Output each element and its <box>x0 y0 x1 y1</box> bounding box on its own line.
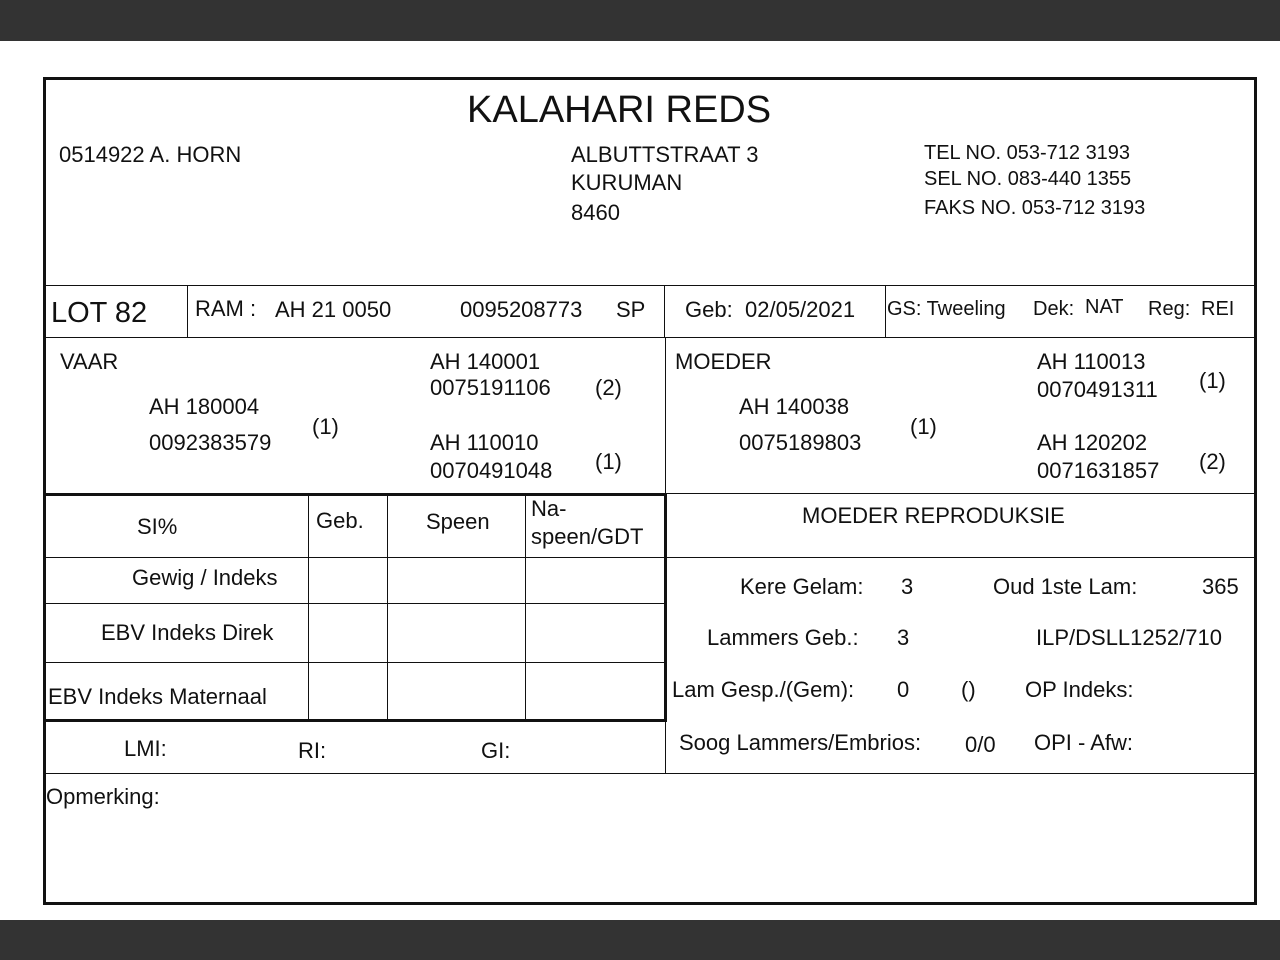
kere-label: Kere Gelam: <box>740 574 864 599</box>
soog-value: 0/0 <box>965 732 996 757</box>
rule-row-2 <box>43 662 667 663</box>
vrule-col-speen <box>387 493 388 719</box>
ram-id: AH 21 0050 <box>275 297 392 322</box>
vrule-lot <box>187 285 188 337</box>
sel-number: SEL NO. 083-440 1355 <box>924 168 1132 190</box>
oud-label: Oud 1ste Lam: <box>993 574 1138 599</box>
vaar-number: 0092383579 <box>149 430 272 455</box>
lammers-label: Lammers Geb.: <box>707 625 859 650</box>
lmi-label: LMI: <box>124 736 167 761</box>
top-dark-band <box>0 0 1280 41</box>
vrule-col-geb <box>308 493 309 719</box>
address-code: 8460 <box>571 200 620 225</box>
lammers-value: 3 <box>897 625 910 650</box>
moeder-count: (1) <box>910 414 937 439</box>
dek-label: Dek: <box>1033 298 1075 320</box>
moeder-sire-count: (1) <box>1199 368 1226 393</box>
rule-lot-row <box>43 337 1257 338</box>
rule-header <box>43 285 1257 286</box>
header-naspeen-2: speen/GDT <box>531 524 644 549</box>
vrule-col-naspeen <box>525 493 526 719</box>
gem-value: () <box>961 677 976 702</box>
moeder-dam-count: (2) <box>1199 449 1226 474</box>
moeder-dam-id: AH 120202 <box>1037 430 1148 455</box>
moeder-sire-number: 0070491311 <box>1037 377 1158 402</box>
ram-number: 0095208773 <box>460 297 583 322</box>
remarks-label: Opmerking: <box>46 784 160 809</box>
header-si: SI% <box>137 514 178 539</box>
breed-title: KALAHARI REDS <box>467 89 772 131</box>
sale-lot-card <box>43 77 1257 905</box>
faks-number: FAKS NO. 053-712 3193 <box>924 197 1146 219</box>
vaar-dam-id: AH 110010 <box>430 430 539 455</box>
header-naspeen-1: Na- <box>531 496 567 521</box>
kere-value: 3 <box>901 574 914 599</box>
ri-label: RI: <box>298 738 327 763</box>
vrule-ram <box>664 285 665 337</box>
birth-date: 02/05/2021 <box>745 297 856 322</box>
vaar-sire-number: 0075191106 <box>430 375 551 400</box>
row-label-ebv-maternaal: EBV Indeks Maternaal <box>48 684 267 709</box>
row-label-ebv-direk: EBV Indeks Direk <box>101 620 274 645</box>
row-label-gewig: Gewig / Indeks <box>132 565 278 590</box>
rule-row-1 <box>43 603 667 604</box>
birth-label: Geb: <box>685 297 733 322</box>
reg-value: REI <box>1201 298 1235 320</box>
vrule-geb <box>885 285 886 337</box>
op-label: OP Indeks: <box>1025 677 1134 702</box>
repro-title: MOEDER REPRODUKSIE <box>802 503 1065 528</box>
vaar-dam-number: 0070491048 <box>430 458 553 483</box>
ram-label: RAM : <box>195 296 257 321</box>
tel-number: TEL NO. 053-712 3193 <box>924 142 1131 164</box>
header-geb: Geb. <box>316 508 364 533</box>
moeder-sire-id: AH 110013 <box>1037 349 1146 374</box>
moeder-id: AH 140038 <box>739 394 850 419</box>
rule-table-header <box>43 557 1257 558</box>
dek-value: NAT <box>1085 296 1124 318</box>
opi-label: OPI - Afw: <box>1034 730 1134 755</box>
vrule-table-right <box>664 493 667 721</box>
oud-value: 365 <box>1202 574 1239 599</box>
lot-number: LOT 82 <box>51 297 148 329</box>
vaar-id: AH 180004 <box>149 394 260 419</box>
rule-repro-top <box>667 493 1257 494</box>
vaar-sire-count: (2) <box>595 375 622 400</box>
reg-label: Reg: <box>1148 298 1191 320</box>
rule-table-bottom <box>43 719 667 722</box>
vaar-label: VAAR <box>60 349 119 374</box>
gesp-value: 0 <box>897 677 910 702</box>
vaar-sire-id: AH 140001 <box>430 349 541 374</box>
soog-label: Soog Lammers/Embrios: <box>679 730 922 755</box>
address-street: ALBUTTSTRAAT 3 <box>571 142 759 167</box>
rule-table-top <box>43 493 667 496</box>
ilp-dsll: ILP/DSLL1252/710 <box>1036 625 1222 650</box>
gi-label: GI: <box>481 738 511 763</box>
bottom-dark-band <box>0 920 1280 960</box>
moeder-dam-number: 0071631857 <box>1037 458 1160 483</box>
rule-indices <box>43 773 1257 774</box>
moeder-label: MOEDER <box>675 349 772 374</box>
vaar-count: (1) <box>312 414 339 439</box>
vaar-dam-count: (1) <box>595 449 622 474</box>
header-speen: Speen <box>426 509 490 534</box>
ram-grade: SP <box>616 297 646 322</box>
gesp-label: Lam Gesp./(Gem): <box>672 677 855 702</box>
breeder-name: 0514922 A. HORN <box>59 142 242 167</box>
gs-value: GS: Tweeling <box>887 298 1006 320</box>
address-town: KURUMAN <box>571 170 683 195</box>
moeder-number: 0075189803 <box>739 430 862 455</box>
